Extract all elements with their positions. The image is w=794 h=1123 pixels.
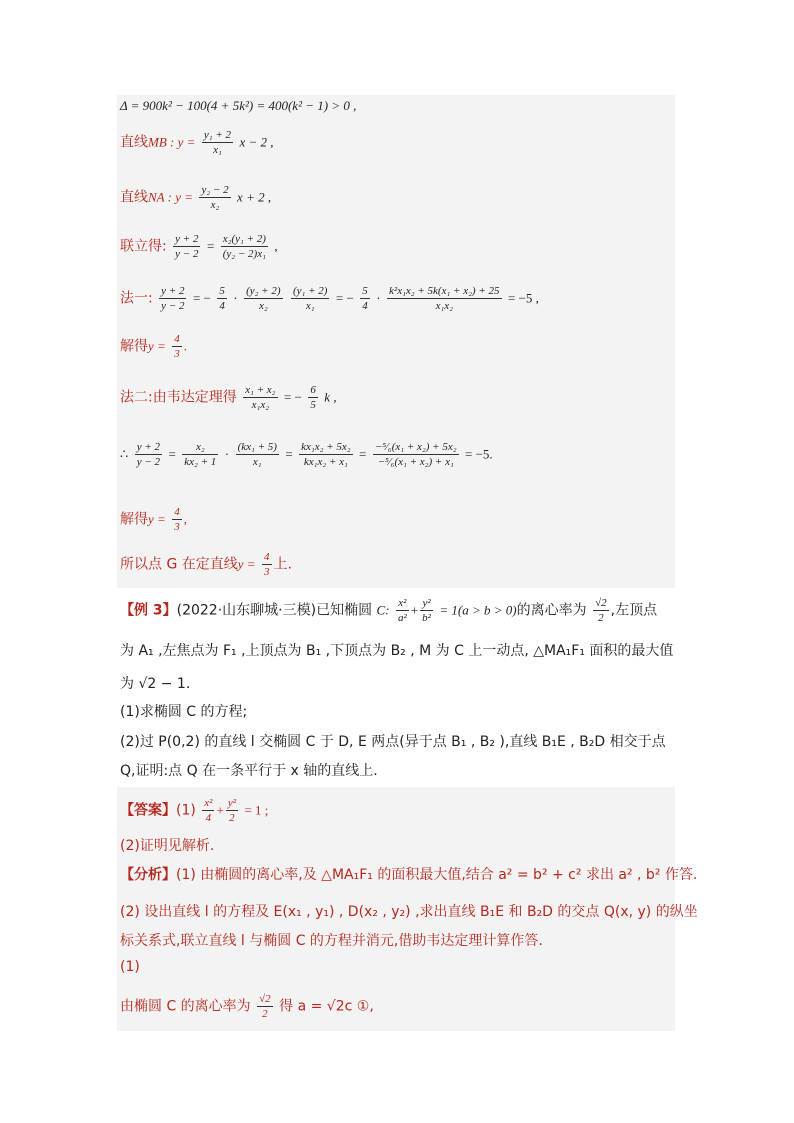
solve2-equation: 解得y = $\frac{4}{3}$ , xyxy=(120,506,187,533)
analysis-line2: (2) 设出直线 l 的方程及 E(x₁ , y₁) , D(x₂ , y₂) ,求出直线 B₁E 和 B₂D 的交点 Q(x, y) 的纵坐 xyxy=(120,904,698,920)
question-1: (1)求椭圆 C 的方程; xyxy=(120,704,248,720)
question-2-line2: Q,证明:点 Q 在一条平行于 x 轴的直线上. xyxy=(120,763,378,779)
analysis-part1-label: (1) xyxy=(120,959,140,975)
answer-part1: 【答案】(1) $\frac{\text{x²}}{4}$ + $\frac{\text{y²}}{2}$ = 1 ; xyxy=(120,797,269,824)
question-2-line1: (2)过 P(0,2) 的直线 l 交椭圆 C 于 D, E 两点(异于点 B₁ , B₂ ),直线 B₁E , B₂D 相交于点 xyxy=(120,734,666,750)
line-na-fraction: $\frac{\text{y₂ − 2}}{\text{x₂}}$ xyxy=(201,184,229,211)
conclusion-text: 所以点 G 在定直线y = $\frac{4}{3}$ 上. xyxy=(120,551,292,578)
analysis-line1: 【分析】(1) 由椭圆的离心率,及 △MA₁F₁ 的面积最大值,结合 a² = b² + c² 求出 a² , b² 作答. xyxy=(120,867,698,883)
line-mb-equation: 直线MB : y = $\frac{\text{y₁ + 2}}{\text{x₁}}$ x − 2 , xyxy=(120,129,274,156)
example3-heading: 【例 3】(2022·山东聊城·三模)已知椭圆 C: $\frac{\text{x²}}{\text{a²}}$ + $\frac{\text{y²}}{\text{b²}}$ = 1(a > b > 0)的离心率为 $\frac{√2}{2}$ ,左顶点 xyxy=(120,597,658,624)
method2-equation: 法二:由韦达定理得 $\frac{\text{x₁ + x₂}}{\text{x₁x₂}}$ = − $\frac{6}{5}$ k , xyxy=(120,384,337,411)
combine-equation: 联立得: $\frac{y + 2}{y - 2}$ = $\frac{\text{x₂(y₁ + 2)}}{\text{(y₂ − 2)x₁}}$ , xyxy=(120,233,278,260)
example3-line3: 为 √2 − 1. xyxy=(120,676,191,692)
solution-block xyxy=(117,95,675,588)
example3-line2: 为 A₁ ,左焦点为 F₁ ,上顶点为 B₁ ,下顶点为 B₂ , M 为 C 上一动点, △MA₁F₁ 面积的最大值 xyxy=(120,643,674,659)
answer-part2: (2)证明见解析. xyxy=(120,838,215,854)
method1-equation: 法一: $\frac{y + 2}{y - 2}$ = − $\frac{5}{4}$ · $\frac{\text{(y₂ + 2)}}{\text{x₂}}$ $\frac{\text{(y₁ + 2)}}{\text{x₁}}$ = − $\frac{5}{4}$ · $\frac{\text{k²x₁x₂ + 5k(x₁ + x₂) + 25}}{\text{x₁x₂}}$ = −5 , xyxy=(120,285,539,312)
line-mb-fraction: $\frac{\text{y₁ + 2}}{\text{x₁}}$ xyxy=(203,129,231,156)
analysis-line3: 标关系式,联立直线 l 与椭圆 C 的方程并消元,借助韦达定理计算作答. xyxy=(120,933,543,949)
therefore-equation: ∴ $\frac{y + 2}{y - 2}$ = $\frac{\text{x₂}}{\text{kx₂ + 1}}$ · $\frac{\text{(kx₁ + 5)}}{\text{x₁}}$ = $\frac{\text{kx₁x₂ + 5x₂}}{\text{kx₁x₂ + x₁}}$ = $\frac{\text{−⁵⁄₆(x₁ + x₂) + 5x₂}}{\text{−⁵⁄₆(x₁ + x₂) + x₁}}$ = −5. xyxy=(120,441,493,468)
delta-equation: Δ = 900k² − 100(4 + 5k²) = 400(k² − 1) > 0 , xyxy=(120,98,357,113)
analysis-last-line: 由椭圆 C 的离心率为 $\frac{√2}{2}$ 得 a = √2c ①, xyxy=(120,993,374,1020)
line-na-equation: 直线NA : y = $\frac{\text{y₂ − 2}}{\text{x₂}}$ x + 2 , xyxy=(120,184,272,211)
solve1-equation: 解得y = $\frac{4}{3}$ . xyxy=(120,333,187,360)
